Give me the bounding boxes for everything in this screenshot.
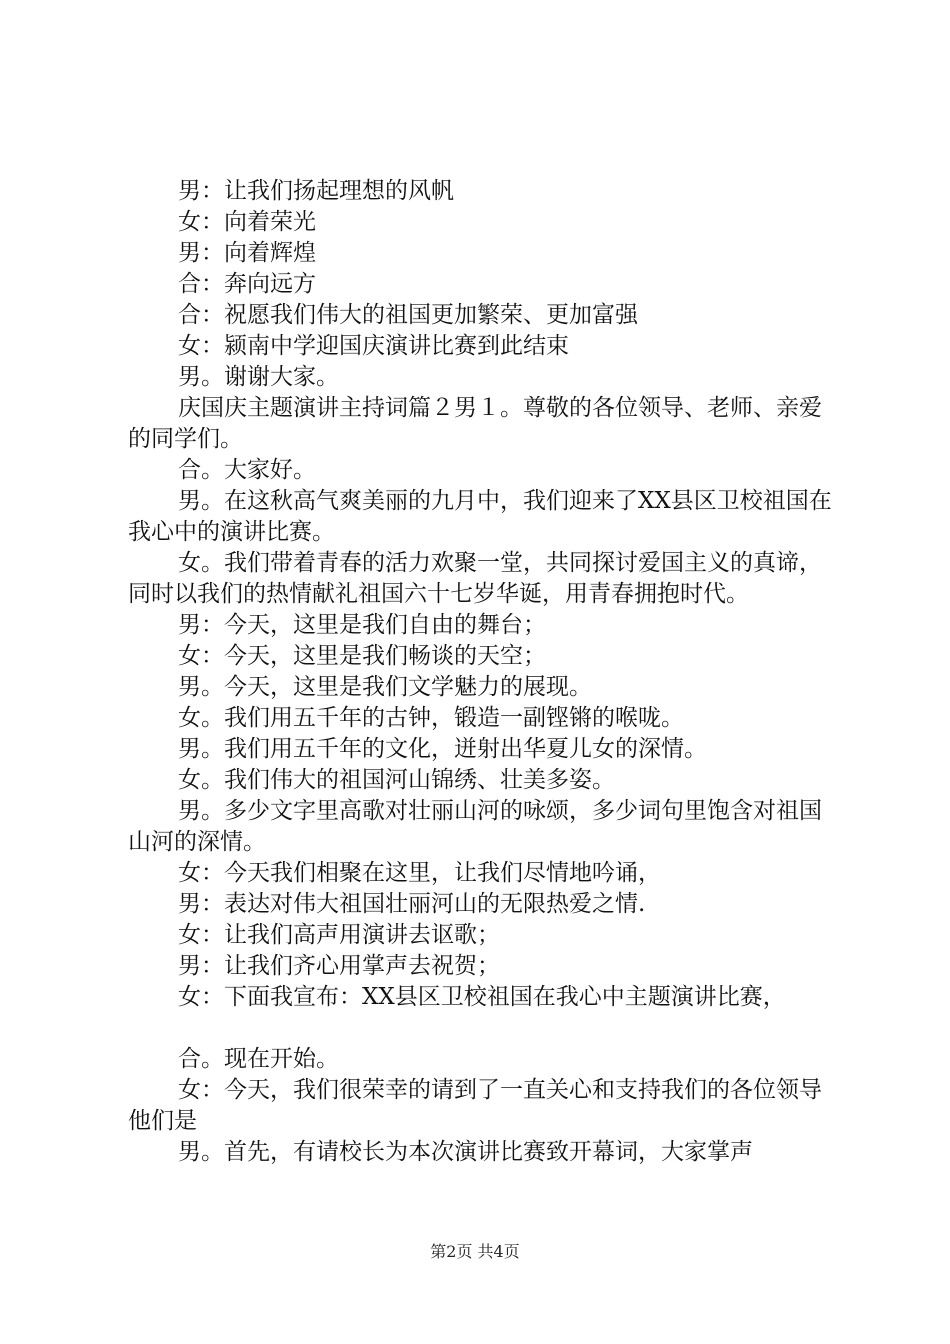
- page-number-footer: 第2页 共4页: [430, 1242, 520, 1261]
- paragraph: 男。我们用五千年的文化，迸射出华夏儿女的深情。: [178, 736, 707, 762]
- paragraph: 女：今天，这里是我们畅谈的天空；: [178, 643, 546, 669]
- paragraph: 女。我们带着青春的活力欢聚一堂，共同探讨爱国主义的真谛，同时以我们的热情献礼祖国六十七岁华诞，用青春拥抱时代。: [128, 550, 822, 607]
- paragraph: 男：让我们扬起理想的风帆: [178, 178, 454, 204]
- paragraph: 男。谢谢大家。: [178, 364, 339, 390]
- paragraph: 男：向着辉煌: [178, 240, 316, 266]
- paragraph: 合：祝愿我们伟大的祖国更加繁荣、更加富强: [178, 302, 638, 328]
- paragraph: 男。在这秋高气爽美丽的九月中，我们迎来了XX县区卫校祖国在我心中的演讲比赛。: [128, 488, 832, 545]
- paragraph: 男。今天，这里是我们文学魅力的展现。: [178, 674, 592, 700]
- paragraph: 女。我们伟大的祖国河山锦绣、壮美多姿。: [178, 767, 615, 793]
- blank-line: [128, 1013, 838, 1044]
- paragraph: 男。多少文字里高歌对壮丽山河的咏颂，多少词句里饱含对祖国山河的深情。: [128, 798, 822, 855]
- paragraph: 男：让我们齐心用掌声去祝贺；: [178, 953, 500, 979]
- paragraph: 合。大家好。: [178, 457, 316, 483]
- paragraph: 男。首先，有请校长为本次演讲比赛致开幕词，大家掌声: [178, 1139, 753, 1165]
- paragraph: 女：向着荣光: [178, 209, 316, 235]
- paragraph: 女：下面我宣布：XX县区卫校祖国在我心中主题演讲比赛，: [178, 984, 786, 1010]
- paragraph: 男：今天，这里是我们自由的舞台；: [178, 612, 546, 638]
- document-body: [128, 176, 838, 1168]
- paragraph: 合：奔向远方: [178, 271, 316, 297]
- paragraph: 女：今天我们相聚在这里，让我们尽情地吟诵，: [178, 860, 661, 886]
- paragraph: 女：今天，我们很荣幸的请到了一直关心和支持我们的各位领导他们是: [128, 1077, 822, 1134]
- paragraph: 女。我们用五千年的古钟，锻造一副铿锵的喉咙。: [178, 705, 684, 731]
- paragraph: 女：让我们高声用演讲去讴歌；: [178, 922, 500, 948]
- paragraph: 庆国庆主题演讲主持词篇２男１。尊敬的各位领导、老师、亲爱的同学们。: [128, 395, 822, 452]
- paragraph: 男：表达对伟大祖国壮丽河山的无限热爱之情.: [178, 891, 646, 917]
- paragraph: 女：颍南中学迎国庆演讲比赛到此结束: [178, 333, 569, 359]
- paragraph: 合。现在开始。: [178, 1046, 339, 1072]
